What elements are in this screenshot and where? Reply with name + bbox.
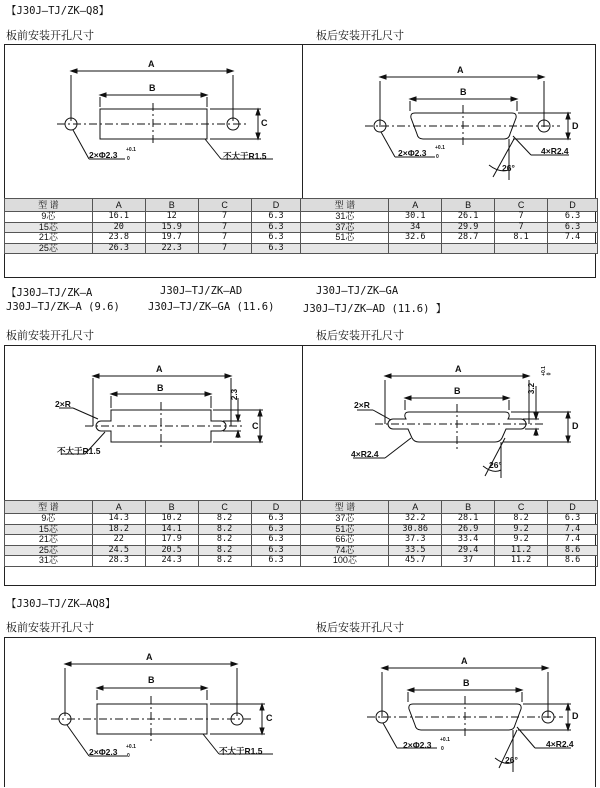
header-cell: C [198, 501, 251, 514]
header-cell: C [495, 199, 548, 212]
section2-panel [4, 345, 596, 586]
front-dim-c: C [261, 118, 268, 128]
cell: 21芯 [5, 233, 93, 244]
cell: 29.4 [442, 545, 495, 556]
cell: 8.2 [495, 514, 548, 525]
back3-dim-b: B [463, 678, 470, 688]
cell: 7 [495, 212, 548, 223]
front3-hole-label: 2×Φ2.3 [89, 747, 118, 757]
cell: 6.3 [548, 514, 598, 525]
cell: 21芯 [5, 535, 93, 546]
table-row [5, 243, 598, 254]
back3-dim-a: A [461, 656, 468, 666]
cell: 25芯 [5, 243, 93, 254]
cell: 8.2 [198, 545, 251, 556]
back2-radius-label: 4×R2.4 [351, 449, 379, 459]
section3-front-drawing [5, 638, 301, 788]
cell: 7.4 [548, 535, 598, 546]
header-cell: B [145, 199, 198, 212]
cell: 20.5 [145, 545, 198, 556]
cell: 12 [145, 212, 198, 223]
back2-dim-h: 3.2 [527, 382, 537, 395]
cell: 7 [198, 233, 251, 244]
cell: 6.3 [251, 556, 301, 567]
section1-panel [4, 44, 596, 278]
section2-title-1a: 【J30J—TJ/ZK—A [6, 287, 93, 299]
cell: 7 [198, 222, 251, 233]
back-dim-b: B [460, 87, 467, 97]
back-dim-d: D [572, 121, 579, 131]
front2-dim-a: A [156, 364, 163, 374]
table-row [5, 524, 598, 535]
cell: 15芯 [5, 524, 93, 535]
cell: 8.6 [548, 556, 598, 567]
header-cell: A [389, 501, 442, 514]
cell: 37.3 [389, 535, 442, 546]
cell: 6.3 [251, 535, 301, 546]
section1-back-drawing [303, 45, 597, 197]
section3-front-caption: 板前安装开孔尺寸 [6, 621, 94, 634]
cell: 8.6 [548, 545, 598, 556]
empty-cell [548, 243, 598, 254]
header-cell: C [495, 501, 548, 514]
cell: 8.2 [198, 556, 251, 567]
front-tol-lo: 0 [127, 156, 130, 162]
back-angle-label: 26° [502, 163, 515, 173]
cell: 6.3 [251, 212, 301, 223]
section2-table [4, 500, 598, 567]
table-header-row [5, 199, 598, 212]
back2-dim-a: A [455, 364, 462, 374]
header-cell: A [92, 199, 145, 212]
header-cell: B [442, 199, 495, 212]
section1-title: 【J30J—TJ/ZK—Q8】 [6, 5, 110, 17]
header-cell: C [198, 199, 251, 212]
front3-tol-lo: 0 [127, 753, 130, 759]
cell: 33.4 [442, 535, 495, 546]
front-dim-a: A [148, 59, 155, 69]
table-row [5, 222, 598, 233]
cell: 6.3 [251, 545, 301, 556]
empty-cell [301, 243, 389, 254]
cell: 26.3 [92, 243, 145, 254]
cell: 32.2 [389, 514, 442, 525]
cell: 14.1 [145, 524, 198, 535]
cell: 34 [389, 222, 442, 233]
front-radius-label: 不大于R1.5 [223, 151, 267, 161]
cell: 6.3 [548, 222, 598, 233]
back-dim-a: A [457, 65, 464, 75]
front3-tol-up: +0.1 [126, 744, 136, 750]
header-cell: D [251, 501, 301, 514]
front2-r-label: 2×R [55, 399, 71, 409]
cell: 20 [92, 222, 145, 233]
cell: 25芯 [5, 545, 93, 556]
front-hole-label: 2×Φ2.3 [89, 150, 118, 160]
table-row [5, 556, 598, 567]
cell: 7 [198, 243, 251, 254]
cell: 29.9 [442, 222, 495, 233]
back2-dim-d: D [572, 421, 579, 431]
cell: 51芯 [301, 233, 389, 244]
cell: 26.9 [442, 524, 495, 535]
header-cell: B [442, 501, 495, 514]
empty-cell [495, 243, 548, 254]
cell: 6.3 [251, 243, 301, 254]
cell: 15.9 [145, 222, 198, 233]
cell: 31芯 [301, 212, 389, 223]
front-dim-b: B [149, 83, 156, 93]
header-cell: D [251, 199, 301, 212]
back2-angle-label: 26° [489, 460, 502, 470]
cell: 30.1 [389, 212, 442, 223]
back-tol-up: +0.1 [435, 145, 445, 151]
cell: 100芯 [301, 556, 389, 567]
front2-radius-label: 不大于R1.5 [57, 446, 101, 456]
header-cell: D [548, 199, 598, 212]
section2-title-1c: J30J—TJ/ZK—GA [316, 285, 399, 297]
section3-title: 【J30J—TJ/ZK—AQ8】 [6, 598, 116, 610]
cell: 45.7 [389, 556, 442, 567]
back2-tol-up: +0.1 [540, 366, 547, 376]
front3-radius-label: 不大于R1.5 [219, 746, 263, 756]
cell: 31芯 [5, 556, 93, 567]
cell: 9芯 [5, 212, 93, 223]
cell: 18.2 [92, 524, 145, 535]
cell: 6.3 [251, 514, 301, 525]
section2-title-2a: J30J—TJ/ZK—A (9.6) [6, 301, 120, 313]
front3-dim-c: C [266, 713, 273, 723]
section3-back-caption: 板后安装开孔尺寸 [316, 621, 404, 634]
front3-dim-b: B [148, 675, 155, 685]
front3-dim-a: A [146, 652, 153, 662]
section2-title-2b: J30J—TJ/ZK—GA (11.6) [148, 301, 275, 313]
cell: 9.2 [495, 524, 548, 535]
front-tol-up: +0.1 [126, 147, 136, 153]
cell: 11.2 [495, 556, 548, 567]
cell: 9芯 [5, 514, 93, 525]
cell: 74芯 [301, 545, 389, 556]
table-row [5, 514, 598, 525]
cell: 8.2 [198, 535, 251, 546]
cell: 15芯 [5, 222, 93, 233]
cell: 6.3 [251, 524, 301, 535]
back3-dim-d: D [572, 711, 579, 721]
cell: 30.86 [389, 524, 442, 535]
cell: 11.2 [495, 545, 548, 556]
header-cell: A [92, 501, 145, 514]
cell: 33.5 [389, 545, 442, 556]
cell: 17.9 [145, 535, 198, 546]
cell: 7.4 [548, 524, 598, 535]
section1-back-caption: 板后安装开孔尺寸 [316, 29, 404, 42]
section1-front-caption: 板前安装开孔尺寸 [6, 29, 94, 42]
cell: 24.3 [145, 556, 198, 567]
section2-front-caption: 板前安装开孔尺寸 [6, 329, 94, 342]
cell: 51芯 [301, 524, 389, 535]
section3-panel [4, 637, 596, 787]
back-radius-label: 4×R2.4 [541, 146, 569, 156]
cell: 23.8 [92, 233, 145, 244]
cell: 7 [495, 222, 548, 233]
back2-dim-b: B [454, 386, 461, 396]
table-header-row [5, 501, 598, 514]
cell: 28.7 [442, 233, 495, 244]
front2-dim-h: 2.3 [230, 388, 240, 401]
back3-tol-lo: 0 [441, 746, 444, 752]
table-row [5, 233, 598, 244]
section3-back-drawing [303, 638, 597, 788]
front2-dim-c: C [252, 421, 259, 431]
cell: 66芯 [301, 535, 389, 546]
cell: 26.1 [442, 212, 495, 223]
section2-back-drawing [303, 346, 597, 498]
cell: 9.2 [495, 535, 548, 546]
section2-back-caption: 板后安装开孔尺寸 [316, 329, 404, 342]
cell: 28.1 [442, 514, 495, 525]
cell: 8.2 [198, 524, 251, 535]
back-hole-label: 2×Φ2.3 [398, 148, 427, 158]
section1-table [4, 198, 598, 254]
header-cell: 型 谱 [5, 501, 93, 514]
cell: 8.2 [198, 514, 251, 525]
empty-cell [442, 243, 495, 254]
back2-r-label: 2×R [354, 400, 370, 410]
back3-hole-label: 2×Φ2.3 [403, 740, 432, 750]
back3-tol-up: +0.1 [440, 737, 450, 743]
table-row [5, 212, 598, 223]
cell: 37芯 [301, 222, 389, 233]
section2-title-1b: J30J—TJ/ZK—AD [160, 285, 243, 297]
cell: 10.2 [145, 514, 198, 525]
table-row [5, 545, 598, 556]
header-cell: B [145, 501, 198, 514]
header-cell: 型 谱 [301, 199, 389, 212]
header-cell: 型 谱 [301, 501, 389, 514]
header-cell: 型 谱 [5, 199, 93, 212]
cell: 8.1 [495, 233, 548, 244]
cell: 22 [92, 535, 145, 546]
cell: 24.5 [92, 545, 145, 556]
cell: 22.3 [145, 243, 198, 254]
cell: 6.3 [251, 222, 301, 233]
cell: 7 [198, 212, 251, 223]
cell: 19.7 [145, 233, 198, 244]
back3-angle-label: 26° [505, 755, 518, 765]
cell: 7.4 [548, 233, 598, 244]
back-tol-lo: 0 [436, 154, 439, 160]
back2-tol-lo: 0 [546, 372, 553, 376]
cell: 6.3 [251, 233, 301, 244]
front2-dim-b: B [157, 383, 164, 393]
header-cell: D [548, 501, 598, 514]
header-cell: A [389, 199, 442, 212]
cell: 14.3 [92, 514, 145, 525]
table-row [5, 535, 598, 546]
cell: 32.6 [389, 233, 442, 244]
cell: 6.3 [548, 212, 598, 223]
cell: 16.1 [92, 212, 145, 223]
back3-radius-label: 4×R2.4 [546, 739, 574, 749]
empty-cell [389, 243, 442, 254]
section2-title-2c: J30J—TJ/ZK—AD (11.6) 】 [303, 303, 447, 315]
cell: 37芯 [301, 514, 389, 525]
cell: 37 [442, 556, 495, 567]
cell: 28.3 [92, 556, 145, 567]
